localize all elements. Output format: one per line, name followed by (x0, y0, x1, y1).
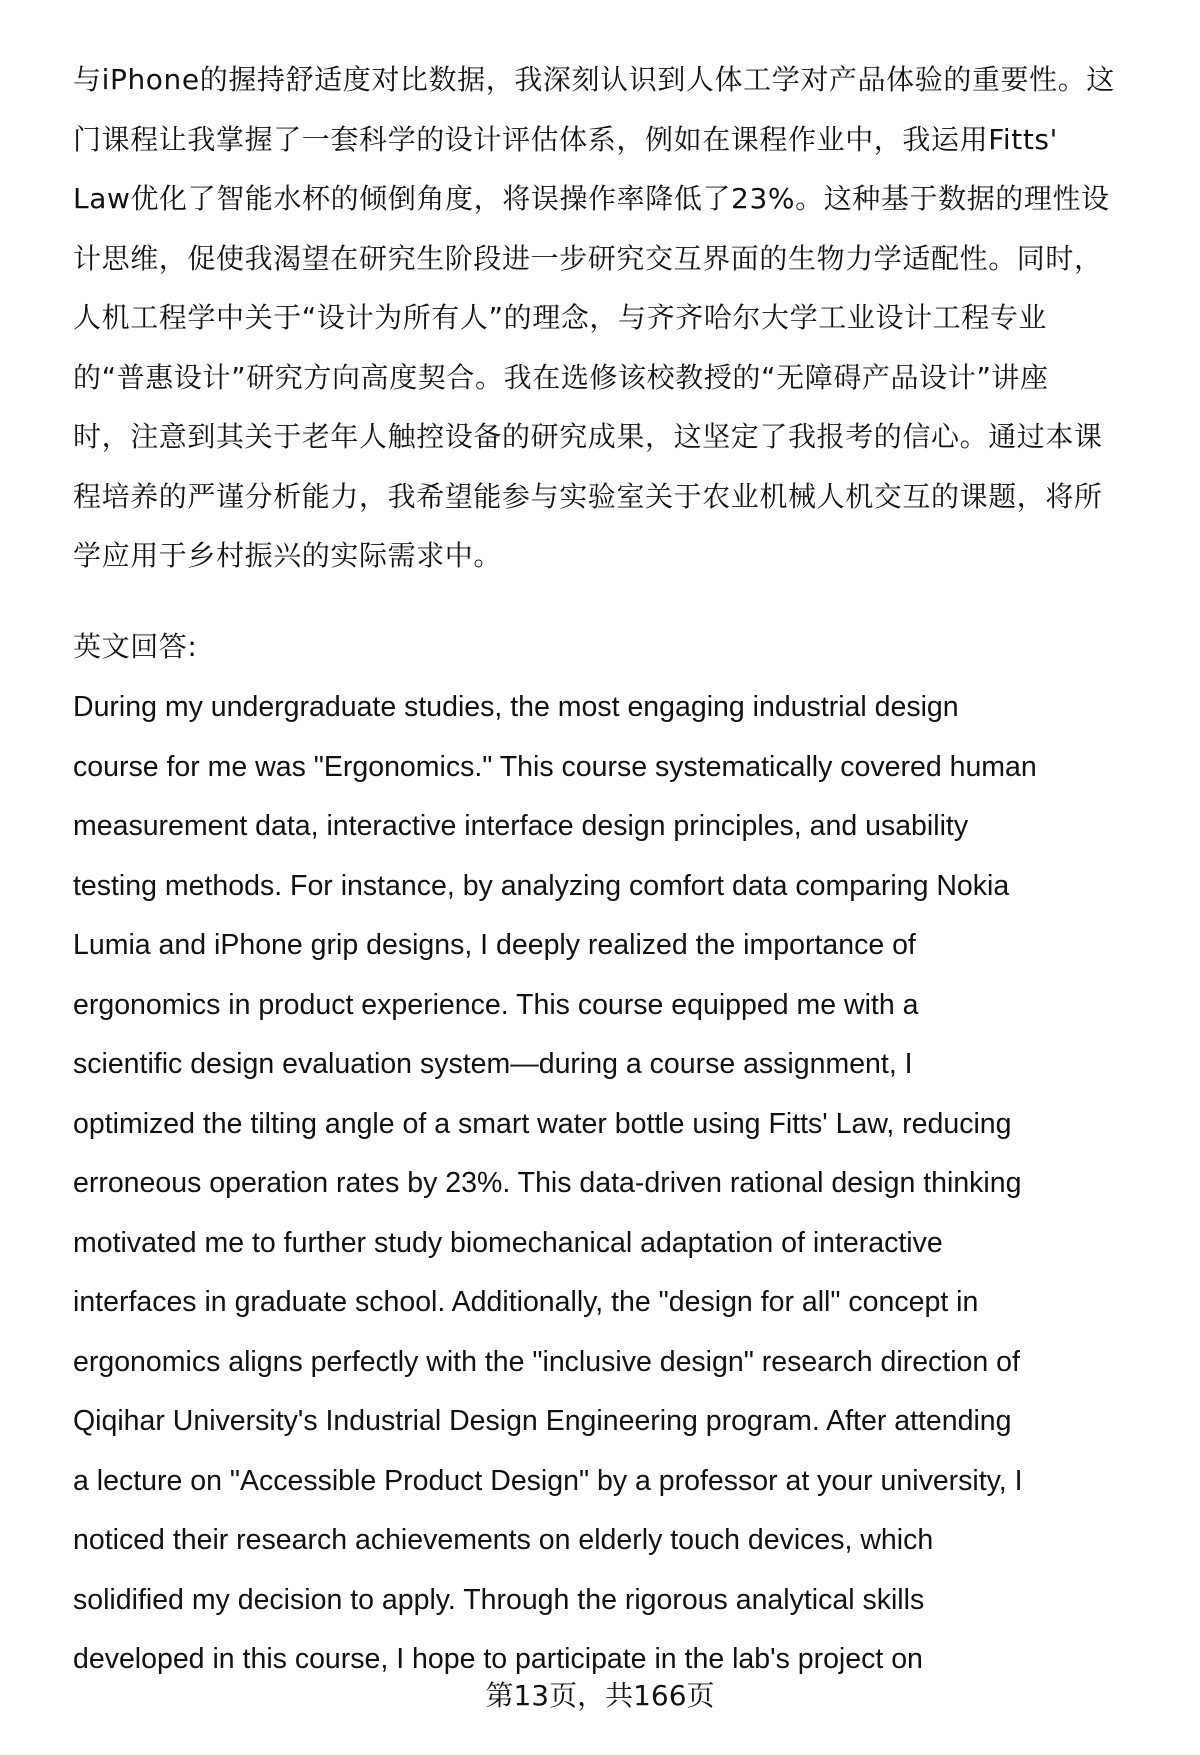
chinese-answer-line: 时，注意到其关于老年人触控设备的研究成果，这坚定了我报考的信心。通过本课 (73, 420, 1103, 453)
english-answer-line: noticed their research achievements on elderly touch devices, which (73, 1524, 934, 1556)
english-answer-line: course for me was "Ergonomics." This course systematically covered human (73, 750, 1037, 783)
chinese-answer-line: 的“普惠设计”研究方向高度契合。我在选修该校教授的“无障碍产品设计”讲座 (73, 360, 1049, 394)
chinese-answer-line: 人机工程学中关于“设计为所有人”的理念，与齐齐哈尔大学工业设计工程专业 (73, 301, 1048, 334)
english-answer-line: a lecture on "Accessible Product Design" by a professor at your university, I (73, 1464, 1023, 1497)
english-answer-line: interfaces in graduate school. Additionally, the "design for all" concept in (73, 1286, 979, 1318)
english-answer-line: measurement data, interactive interface design principles, and usability (73, 810, 969, 842)
chinese-answer-line: 计思维，促使我渴望在研究生阶段进一步研究交互界面的生物力学适配性。同时， (73, 241, 1103, 275)
english-answer-line: optimized the tilting angle of a smart water bottle using Fitts' Law, reducing (73, 1107, 1012, 1140)
page-number-footer: 第13页，共166页 (485, 1679, 715, 1712)
english-answer-line: ergonomics in product experience. This course equipped me with a (73, 988, 919, 1021)
english-answer-heading: 英文回答: (73, 630, 198, 663)
english-answer-line: Lumia and iPhone grip designs, I deeply realized the importance of (73, 929, 916, 961)
english-answer-line: ergonomics aligns perfectly with the "inclusive design" research direction of (73, 1345, 1020, 1378)
chinese-answer-line: Law优化了智能水杯的倾倒角度，将误操作率降低了23%。这种基于数据的理性设 (73, 182, 1110, 215)
english-answer-line: Qiqihar University's Industrial Design Engineering program. After attending (73, 1405, 1012, 1437)
chinese-answer-line: 程培养的严谨分析能力，我希望能参与实验室关于农业机械人机交互的课题，将所 (73, 479, 1103, 513)
english-answer-line: scientific design evaluation system—during a course assignment, I (73, 1048, 913, 1080)
english-answer-line: erroneous operation rates by 23%. This data-driven rational design thinking (73, 1167, 1022, 1199)
english-answer-line: solidified my decision to apply. Through the rigorous analytical skills (73, 1583, 925, 1616)
english-answer-line: developed in this course, I hope to participate in the lab's project on (73, 1643, 923, 1675)
chinese-answer-line: 与iPhone的握持舒适度对比数据，我深刻认识到人体工学对产品体验的重要性。这 (73, 63, 1115, 96)
english-answer-line: motivated me to further study biomechanical adaptation of interactive (73, 1226, 943, 1259)
chinese-answer-line: 学应用于乡村振兴的实际需求中。 (73, 539, 503, 572)
chinese-answer-line: 门课程让我掌握了一套科学的设计评估体系，例如在课程作业中，我运用Fitts' (73, 122, 1058, 156)
english-answer-line: testing methods. For instance, by analyzing comfort data comparing Nokia (73, 869, 1010, 902)
english-answer-line: During my undergraduate studies, the most engaging industrial design (73, 691, 959, 723)
